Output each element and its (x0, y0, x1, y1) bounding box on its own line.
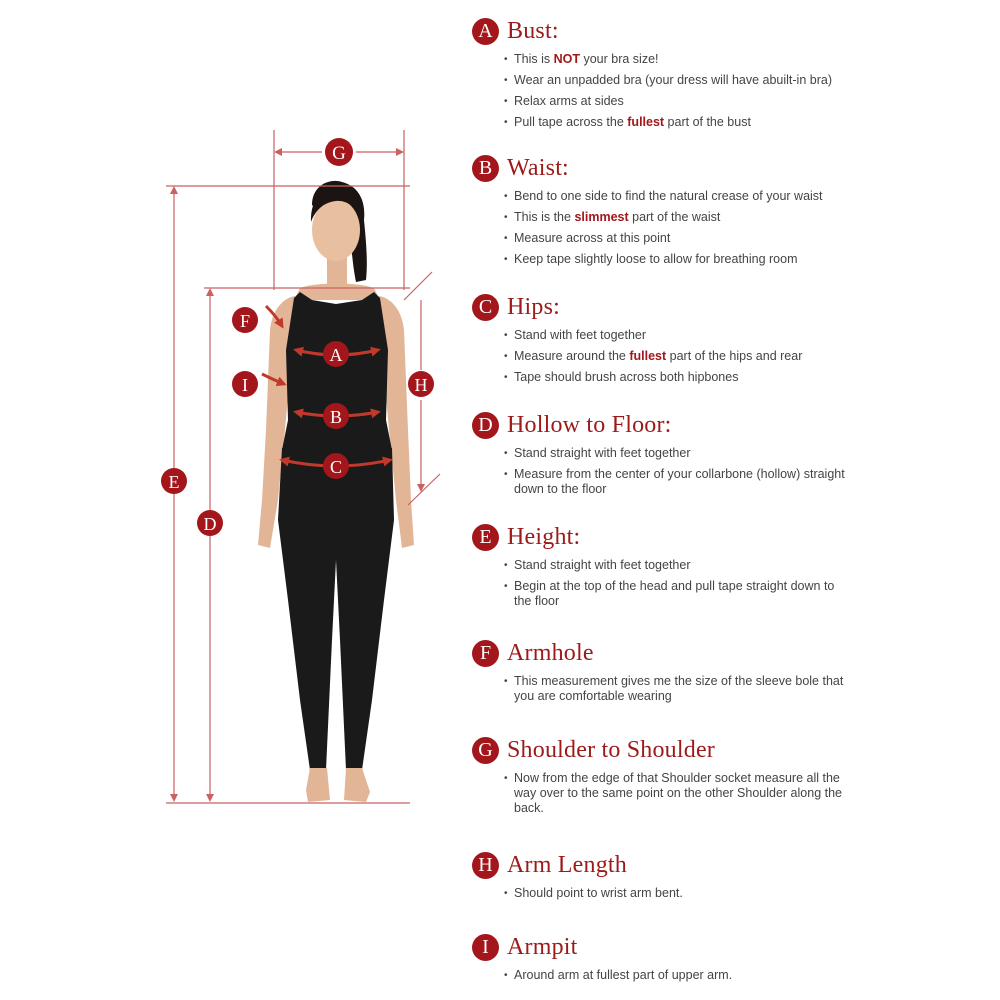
section-c (472, 290, 992, 391)
bullet-item (506, 73, 854, 88)
bullet-text: Around arm at fullest part of upper arm. (514, 968, 733, 982)
bullet-item (506, 94, 854, 109)
bullet-item (506, 115, 854, 130)
section-header (472, 930, 992, 964)
bullet-item (506, 252, 854, 267)
woman-silhouette (258, 181, 414, 802)
badge-a (323, 341, 349, 367)
svg-text:C: C (329, 457, 343, 477)
section-header (472, 290, 992, 324)
measurement-guide (472, 0, 992, 1000)
badge-h (408, 371, 434, 397)
section-header (472, 848, 992, 882)
bullet-item (506, 231, 854, 246)
bullet-text: Relax arms at sides (514, 94, 624, 108)
bullet-list (472, 328, 992, 385)
section-h (472, 848, 992, 907)
svg-text:A: A (329, 345, 343, 365)
bullet-item (506, 579, 854, 609)
section-title: Armpit (507, 933, 578, 960)
badge-e (161, 468, 187, 494)
section-header (472, 14, 992, 48)
letter-badge: C (472, 294, 499, 321)
section-header (472, 408, 992, 442)
bullet-text: your bra size! (579, 52, 659, 66)
badge-g (325, 138, 353, 166)
section-a (472, 14, 992, 136)
bullet-text: Tape should brush across both hipbones (514, 370, 739, 384)
bullet-list (472, 674, 992, 704)
svg-text:G: G (332, 143, 346, 164)
bullet-text: Now from the edge of that Shoulder socket measure all the way over to the same point on the other Shoulder along the back. (514, 771, 842, 815)
letter-badge: H (472, 852, 499, 879)
svg-text:H: H (414, 375, 428, 395)
bullet-text: part of the hips and rear (666, 349, 803, 363)
letter-badge: E (472, 524, 499, 551)
bullet-item (506, 52, 854, 67)
bullet-text: Measure across at this point (514, 231, 671, 245)
letter-badge: B (472, 155, 499, 182)
section-d (472, 408, 992, 503)
svg-text:B: B (329, 407, 343, 427)
svg-text:F: F (239, 311, 251, 331)
highlight-text: NOT (553, 52, 580, 66)
section-header (472, 151, 992, 185)
bullet-list (472, 52, 992, 130)
section-title: Height: (507, 523, 581, 550)
bullet-text: Keep tape slightly loose to allow for breathing room (514, 252, 798, 266)
bullet-item (506, 968, 854, 983)
bullet-text: Stand straight with feet together (514, 446, 691, 460)
letter-badge: F (472, 640, 499, 667)
bullet-list (472, 886, 992, 901)
bullet-item (506, 189, 854, 204)
bullet-text: part of the bust (664, 115, 751, 129)
bullet-text: This is the (514, 210, 575, 224)
section-f (472, 636, 992, 710)
bullet-text: Begin at the top of the head and pull tape straight down to the floor (514, 579, 835, 608)
section-b (472, 151, 992, 273)
section-title: Bust: (507, 17, 559, 44)
svg-text:I: I (242, 375, 248, 395)
section-title: Shoulder to Shoulder (507, 736, 715, 763)
bullet-text: This measurement gives me the size of the sleeve bole that you are comfortable wearing (514, 674, 844, 703)
section-g (472, 733, 992, 822)
badge-b (323, 403, 349, 429)
bullet-text: Pull tape across the (514, 115, 628, 129)
bullet-item (506, 328, 854, 343)
letter-badge: I (472, 934, 499, 961)
bullet-text: Should point to wrist arm bent. (514, 886, 683, 900)
section-title: Armhole (507, 639, 594, 666)
section-header (472, 733, 992, 767)
section-header (472, 520, 992, 554)
section-title: Waist: (507, 154, 569, 181)
measurement-figure (0, 0, 460, 1000)
highlight-text: slimmest (574, 210, 629, 224)
bullet-text: Stand straight with feet together (514, 558, 691, 572)
bullet-item (506, 886, 854, 901)
bullet-text: Stand with feet together (514, 328, 647, 342)
letter-badge: D (472, 412, 499, 439)
bullet-list (472, 968, 992, 983)
badge-f (232, 307, 258, 333)
highlight-text: fullest (627, 115, 665, 129)
letter-badge: A (472, 18, 499, 45)
bullet-item (506, 446, 854, 461)
badge-i (232, 371, 258, 397)
bullet-text: Measure from the center of your collarbone (hollow) straight down to the floor (514, 467, 845, 496)
bullet-list (472, 771, 992, 816)
bullet-text: Bend to one side to find the natural crease of your waist (514, 189, 823, 203)
section-title: Hollow to Floor: (507, 411, 672, 438)
bullet-item (506, 370, 854, 385)
letter-badge: G (472, 737, 499, 764)
bullet-text: Measure around the (514, 349, 630, 363)
svg-text:D: D (203, 514, 217, 534)
badge-c (323, 453, 349, 479)
bullet-list (472, 558, 992, 609)
section-title: Hips: (507, 293, 561, 320)
section-title: Arm Length (507, 851, 627, 878)
bullet-item (506, 558, 854, 573)
bullet-text: Wear an unpadded bra (your dress will have abuilt-in bra) (514, 73, 832, 87)
svg-text:E: E (168, 472, 180, 492)
bullet-list (472, 189, 992, 267)
highlight-text: fullest (629, 349, 667, 363)
section-e (472, 520, 992, 615)
section-header (472, 636, 992, 670)
bullet-item (506, 349, 854, 364)
bullet-text: part of the waist (628, 210, 721, 224)
bullet-list (472, 446, 992, 497)
bullet-item (506, 674, 854, 704)
bullet-item (506, 467, 854, 497)
bullet-item (506, 210, 854, 225)
bullet-item (506, 771, 854, 816)
badge-d (197, 510, 223, 536)
section-i (472, 930, 992, 989)
bullet-text: This is (514, 52, 554, 66)
